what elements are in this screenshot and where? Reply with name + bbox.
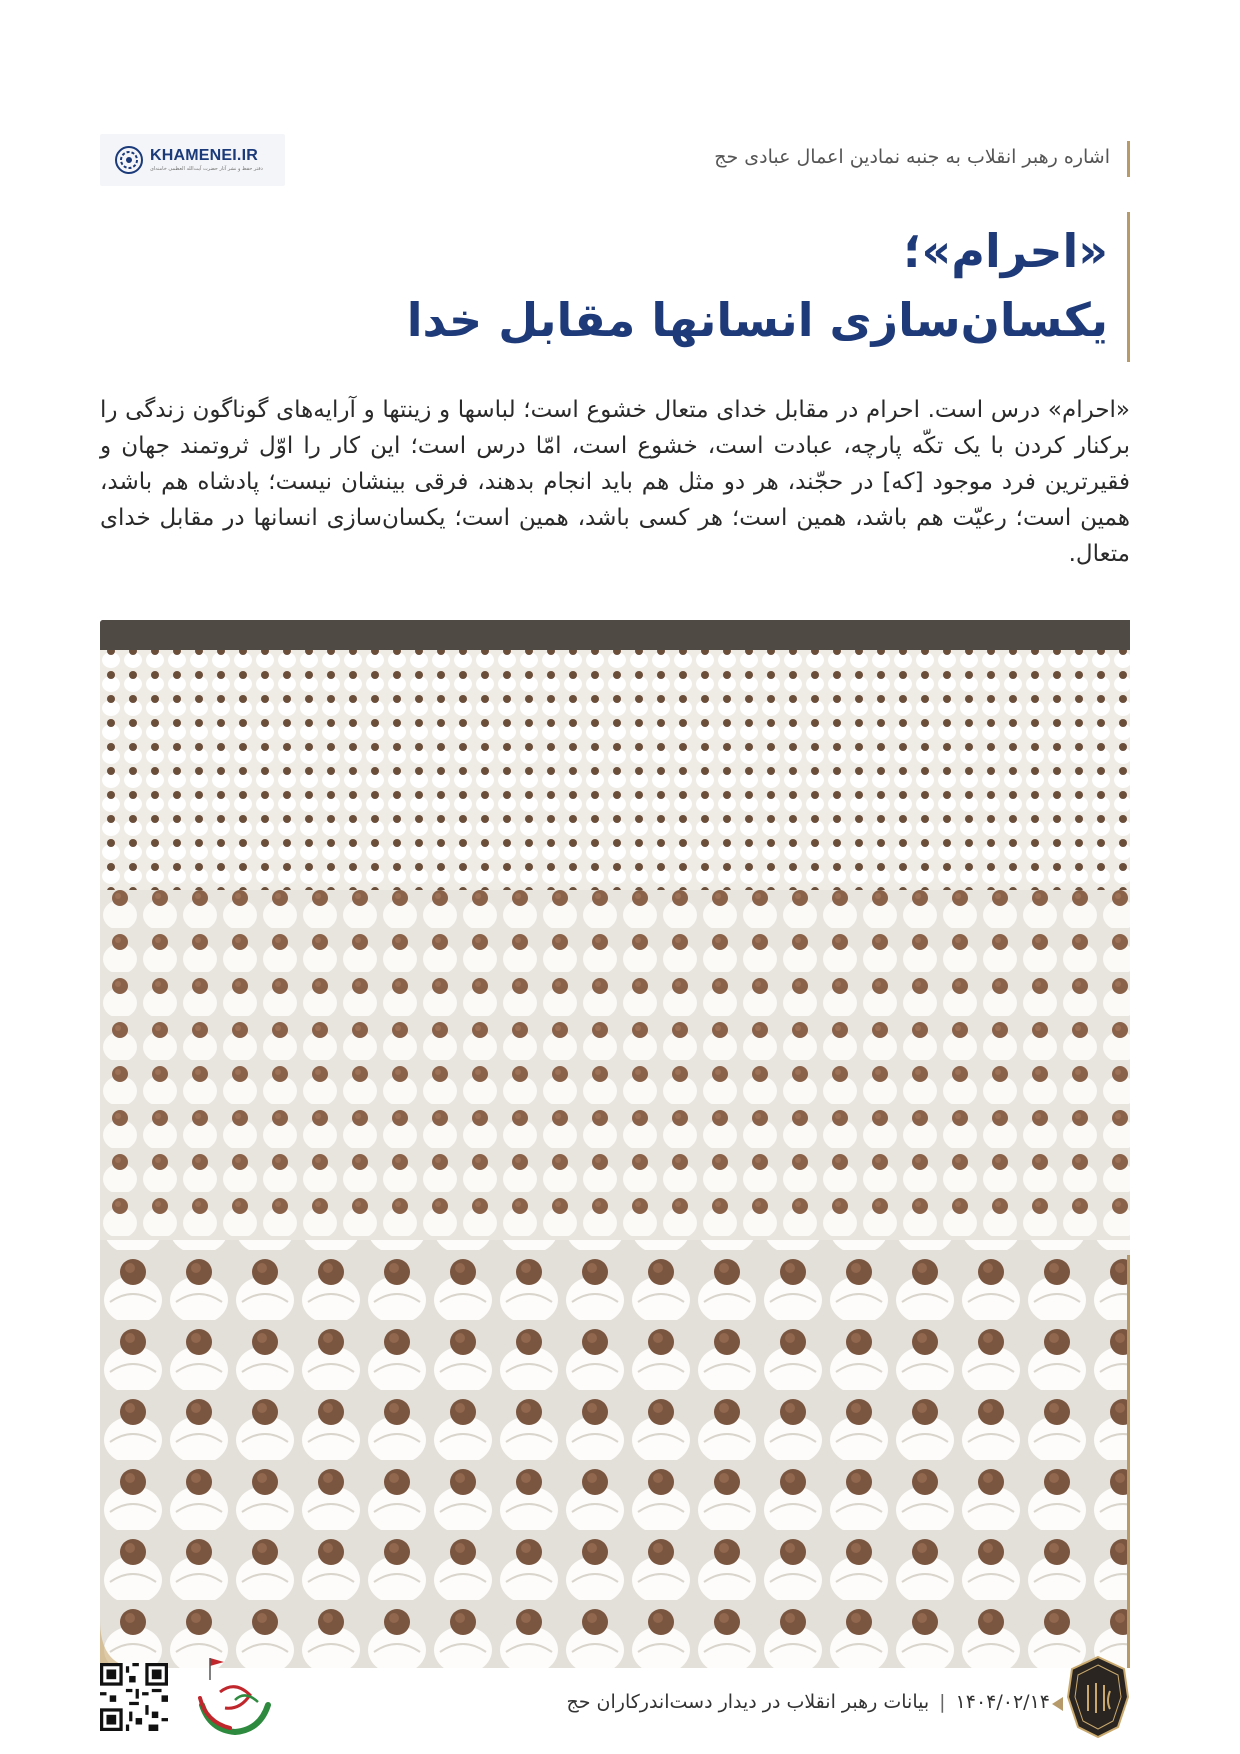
quote-paragraph: «احرام» درس است. احرام در مقابل خدای متعال خشوع است؛ لباسها و زینتها و آرایه‌های گوناگون زندگی را برکنار کردن با یک تکّه پارچه، عبادت است، خشوع است، امّا درس است؛ این کار را اوّل ثروتمند جهان و فقیرترین فرد موجود [که] در حجّند، هر دو مثل هم باید انجام بدهند، فرقی بینشان نیست؛ پادشاه هم باشد، همین است؛ رعیّت هم باشد، همین است؛ هر کسی باشد، همین است؛ یکسان‌سازی انسانها در مقابل خدای متعال. [100,397,1130,567]
logo-emblem-icon [114,145,144,175]
qr-code-icon[interactable] [100,1663,168,1731]
footer-separator: | [939,1691,946,1713]
footer-source [450,1691,1050,1713]
footer-date: ۱۴۰۴/۰۲/۱۴ [955,1691,1050,1713]
logo-subtext: دفتر حفظ و نشر آثار حضرت آیت‌الله العظمی خامنه‌ای [150,166,263,172]
header-accent-rule [1127,141,1130,177]
logo-text: KHAMENEI.IR [150,147,258,164]
title-line-1: «احرام»؛ [903,224,1108,278]
page-title [208,218,1108,356]
poster-subtitle: اشاره رهبر انقلاب به جنبه نمادین اعمال عبادی حج [714,146,1110,168]
allahu-akbar-seal-icon [1066,1655,1130,1739]
title-line-2: یکسان‌سازی انسانها مقابل خدا [406,293,1108,347]
footer-source-text: بیانات رهبر انقلاب در دیدار دست‌اندرکاران حج [566,1691,930,1713]
footer-arrow-icon [1052,1697,1063,1711]
khamenei-logo[interactable] [100,134,285,186]
title-accent-rule [1127,212,1130,362]
shahadat-youth-emblem [190,1650,280,1740]
pilgrims-photo [100,620,1130,1668]
photo-accent-rule [1127,1255,1130,1668]
